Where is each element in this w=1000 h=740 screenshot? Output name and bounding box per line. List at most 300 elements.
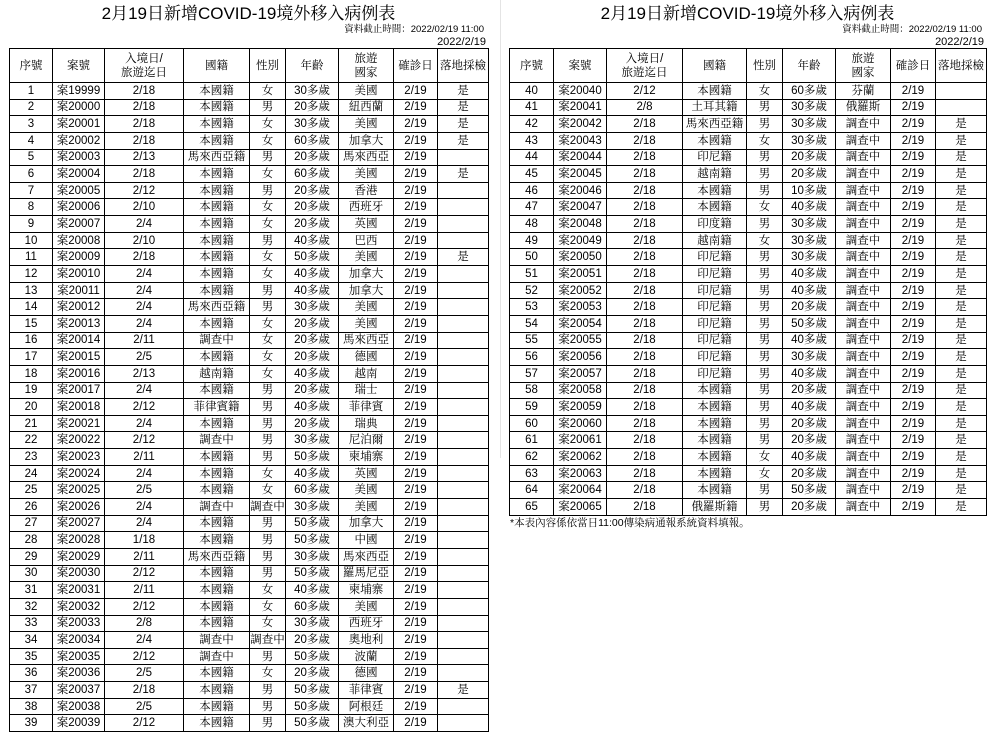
cell-sex: 男 — [250, 382, 286, 399]
cell-serial: 15 — [10, 315, 53, 332]
cell-airport-test — [438, 632, 489, 649]
cell-case-id: 案20036 — [53, 665, 105, 682]
cell-confirm-date: 2/19 — [394, 432, 438, 449]
cell-nationality: 本國籍 — [683, 182, 747, 199]
cell-entry-date: 2/12 — [607, 83, 683, 100]
cell-entry-date: 2/13 — [105, 365, 184, 382]
cell-entry-date: 2/18 — [607, 149, 683, 166]
column-header-nationality: 國籍 — [683, 49, 747, 83]
cell-sex: 男 — [250, 299, 286, 316]
cell-travel-country: 美國 — [339, 598, 394, 615]
cell-airport-test — [438, 449, 489, 466]
cell-serial: 40 — [510, 83, 554, 100]
table-row — [10, 332, 489, 349]
cell-entry-date: 2/12 — [105, 598, 184, 615]
cell-airport-test: 是 — [438, 116, 489, 133]
cell-travel-country: 調查中 — [836, 349, 891, 366]
cell-serial: 37 — [10, 682, 53, 699]
cell-airport-test: 是 — [936, 432, 987, 449]
cell-age: 30多歲 — [286, 83, 339, 100]
cell-age: 20多歲 — [783, 432, 836, 449]
table-row — [10, 432, 489, 449]
column-header-case-id: 案號 — [53, 49, 105, 83]
cell-age: 20多歲 — [286, 415, 339, 432]
cell-nationality: 本國籍 — [184, 482, 250, 499]
cell-serial: 7 — [10, 182, 53, 199]
cell-confirm-date: 2/19 — [891, 432, 936, 449]
cell-confirm-date: 2/19 — [394, 99, 438, 116]
table-row — [10, 382, 489, 399]
cell-serial: 14 — [10, 299, 53, 316]
cell-travel-country: 芬蘭 — [836, 83, 891, 100]
cell-sex: 女 — [250, 598, 286, 615]
cell-serial: 63 — [510, 465, 554, 482]
cell-age: 30多歲 — [783, 232, 836, 249]
cell-serial: 42 — [510, 116, 554, 133]
cell-sex: 男 — [250, 682, 286, 699]
cell-age: 50多歲 — [286, 715, 339, 732]
cell-case-id: 案20063 — [554, 465, 607, 482]
column-header-travel-country: 旅遊 國家 — [836, 49, 891, 83]
cell-confirm-date: 2/19 — [394, 598, 438, 615]
cell-travel-country: 加拿大 — [339, 266, 394, 283]
cell-nationality: 本國籍 — [184, 132, 250, 149]
cell-age: 40多歲 — [286, 365, 339, 382]
table-row — [510, 116, 987, 133]
cell-entry-date: 2/4 — [105, 282, 184, 299]
column-header-entry-date: 入境日/ 旅遊迄日 — [105, 49, 184, 83]
cell-age: 60多歲 — [783, 83, 836, 100]
cell-sex: 男 — [747, 315, 783, 332]
cell-nationality: 本國籍 — [184, 249, 250, 266]
cell-travel-country: 馬來西亞 — [339, 332, 394, 349]
cell-entry-date: 2/18 — [105, 99, 184, 116]
cell-age: 40多歲 — [783, 282, 836, 299]
cell-confirm-date: 2/19 — [394, 482, 438, 499]
cell-airport-test: 是 — [936, 166, 987, 183]
cell-nationality: 本國籍 — [184, 282, 250, 299]
cell-sex: 女 — [250, 349, 286, 366]
cell-age: 30多歲 — [783, 116, 836, 133]
cell-airport-test: 是 — [936, 332, 987, 349]
cell-entry-date: 2/5 — [105, 482, 184, 499]
cell-airport-test: 是 — [936, 282, 987, 299]
cell-entry-date: 2/18 — [607, 349, 683, 366]
cell-confirm-date: 2/19 — [891, 182, 936, 199]
cell-entry-date: 2/11 — [105, 449, 184, 466]
table-row — [510, 349, 987, 366]
cell-entry-date: 2/4 — [105, 382, 184, 399]
cell-airport-test — [438, 149, 489, 166]
cell-confirm-date: 2/19 — [891, 116, 936, 133]
cell-travel-country: 調查中 — [836, 216, 891, 233]
cell-age: 20多歲 — [783, 149, 836, 166]
cell-serial: 50 — [510, 249, 554, 266]
cell-confirm-date: 2/19 — [394, 382, 438, 399]
cell-age: 20多歲 — [783, 415, 836, 432]
cell-case-id: 案20054 — [554, 315, 607, 332]
cell-nationality: 本國籍 — [683, 83, 747, 100]
cell-confirm-date: 2/19 — [394, 615, 438, 632]
cell-serial: 18 — [10, 365, 53, 382]
cell-age: 40多歲 — [286, 465, 339, 482]
cell-serial: 24 — [10, 465, 53, 482]
cell-entry-date: 2/12 — [105, 648, 184, 665]
cell-serial: 31 — [10, 582, 53, 599]
cell-nationality: 本國籍 — [184, 116, 250, 133]
cell-airport-test — [936, 83, 987, 100]
cell-age: 20多歲 — [286, 382, 339, 399]
cell-sex: 女 — [747, 449, 783, 466]
cell-confirm-date: 2/19 — [891, 365, 936, 382]
cell-confirm-date: 2/19 — [891, 166, 936, 183]
cell-nationality: 印尼籍 — [683, 315, 747, 332]
cell-serial: 17 — [10, 349, 53, 366]
cell-confirm-date: 2/19 — [891, 349, 936, 366]
cell-sex: 男 — [747, 482, 783, 499]
table-row — [510, 83, 987, 100]
column-header-confirm-date: 確診日 — [394, 49, 438, 83]
cell-airport-test — [438, 216, 489, 233]
cell-airport-test — [438, 515, 489, 532]
table-row — [510, 182, 987, 199]
cell-nationality: 本國籍 — [184, 698, 250, 715]
cell-nationality: 本國籍 — [184, 315, 250, 332]
cell-confirm-date: 2/19 — [891, 399, 936, 416]
cell-serial: 33 — [10, 615, 53, 632]
report-date: 2022/2/19 — [437, 36, 486, 48]
cell-age: 40多歲 — [783, 449, 836, 466]
cell-case-id: 案20022 — [53, 432, 105, 449]
cell-nationality: 本國籍 — [184, 266, 250, 283]
cell-airport-test — [438, 465, 489, 482]
cell-nationality: 土耳其籍 — [683, 99, 747, 116]
cell-nationality: 本國籍 — [184, 465, 250, 482]
cell-travel-country: 羅馬尼亞 — [339, 565, 394, 582]
cell-case-id: 案20055 — [554, 332, 607, 349]
cell-serial: 47 — [510, 199, 554, 216]
cell-sex: 女 — [747, 232, 783, 249]
cell-case-id: 案20013 — [53, 315, 105, 332]
cell-travel-country: 阿根廷 — [339, 698, 394, 715]
cell-serial: 54 — [510, 315, 554, 332]
cell-age: 30多歲 — [286, 499, 339, 516]
cell-case-id: 案20011 — [53, 282, 105, 299]
table-row — [10, 682, 489, 699]
right-case-table — [509, 48, 987, 516]
cell-case-id: 案20046 — [554, 182, 607, 199]
table-row — [510, 482, 987, 499]
cell-confirm-date: 2/19 — [394, 449, 438, 466]
cell-serial: 28 — [10, 532, 53, 549]
cell-nationality: 本國籍 — [184, 565, 250, 582]
cell-confirm-date: 2/19 — [891, 482, 936, 499]
cell-case-id: 案20021 — [53, 415, 105, 432]
cell-entry-date: 2/4 — [105, 632, 184, 649]
cell-age: 50多歲 — [286, 249, 339, 266]
cell-confirm-date: 2/19 — [394, 282, 438, 299]
cell-travel-country: 巴西 — [339, 232, 394, 249]
cell-entry-date: 2/5 — [105, 349, 184, 366]
cell-entry-date: 2/5 — [105, 665, 184, 682]
column-header-age: 年齡 — [286, 49, 339, 83]
cell-airport-test — [438, 598, 489, 615]
cell-travel-country: 調查中 — [836, 499, 891, 516]
cell-airport-test: 是 — [936, 415, 987, 432]
cell-case-id: 案20058 — [554, 382, 607, 399]
cell-nationality: 本國籍 — [184, 515, 250, 532]
cell-confirm-date: 2/19 — [394, 149, 438, 166]
cell-entry-date: 2/4 — [105, 216, 184, 233]
cell-confirm-date: 2/19 — [394, 715, 438, 732]
cell-entry-date: 2/12 — [105, 565, 184, 582]
cell-entry-date: 2/4 — [105, 299, 184, 316]
cell-case-id: 案20010 — [53, 266, 105, 283]
cell-travel-country: 瑞士 — [339, 382, 394, 399]
cell-airport-test — [438, 349, 489, 366]
cell-nationality: 本國籍 — [184, 415, 250, 432]
cell-serial: 65 — [510, 499, 554, 516]
cell-case-id: 案20042 — [554, 116, 607, 133]
column-header-travel-country: 旅遊 國家 — [339, 49, 394, 83]
cell-travel-country: 美國 — [339, 299, 394, 316]
column-header-sex: 性別 — [250, 49, 286, 83]
cell-sex: 男 — [747, 266, 783, 283]
cell-serial: 36 — [10, 665, 53, 682]
cell-age: 20多歲 — [783, 499, 836, 516]
cell-confirm-date: 2/19 — [394, 415, 438, 432]
cell-airport-test — [438, 548, 489, 565]
cell-serial: 26 — [10, 499, 53, 516]
cell-entry-date: 2/5 — [105, 698, 184, 715]
cell-entry-date: 2/18 — [105, 166, 184, 183]
cell-case-id: 案20044 — [554, 149, 607, 166]
cell-sex: 女 — [250, 365, 286, 382]
cell-case-id: 案20009 — [53, 249, 105, 266]
cell-airport-test: 是 — [936, 116, 987, 133]
cell-travel-country: 加拿大 — [339, 132, 394, 149]
cell-nationality: 本國籍 — [683, 415, 747, 432]
cell-travel-country: 調查中 — [836, 315, 891, 332]
table-row — [510, 132, 987, 149]
cell-nationality: 本國籍 — [683, 382, 747, 399]
cell-travel-country: 美國 — [339, 499, 394, 516]
page-divider — [500, 0, 501, 458]
cell-nationality: 本國籍 — [184, 532, 250, 549]
cell-confirm-date: 2/19 — [891, 132, 936, 149]
cell-sex: 男 — [250, 648, 286, 665]
cell-age: 20多歲 — [286, 182, 339, 199]
column-header-sex: 性別 — [747, 49, 783, 83]
cell-confirm-date: 2/19 — [394, 515, 438, 532]
cell-serial: 2 — [10, 99, 53, 116]
cell-sex: 男 — [250, 149, 286, 166]
cell-confirm-date: 2/19 — [394, 698, 438, 715]
table-row — [10, 349, 489, 366]
cell-sex: 男 — [747, 415, 783, 432]
cell-sex: 男 — [250, 515, 286, 532]
cell-serial: 48 — [510, 216, 554, 233]
table-row — [510, 365, 987, 382]
cell-travel-country: 調查中 — [836, 465, 891, 482]
cell-serial: 12 — [10, 266, 53, 283]
cell-sex: 男 — [747, 365, 783, 382]
cell-age: 40多歲 — [783, 399, 836, 416]
cell-age: 60多歲 — [286, 132, 339, 149]
cell-confirm-date: 2/19 — [394, 116, 438, 133]
cell-airport-test: 是 — [936, 232, 987, 249]
cell-entry-date: 2/18 — [607, 216, 683, 233]
table-row — [510, 432, 987, 449]
cell-sex: 女 — [250, 83, 286, 100]
cell-confirm-date: 2/19 — [394, 582, 438, 599]
cell-airport-test — [438, 532, 489, 549]
cell-airport-test — [438, 299, 489, 316]
column-header-age: 年齡 — [783, 49, 836, 83]
table-row — [10, 548, 489, 565]
cell-airport-test: 是 — [936, 249, 987, 266]
cell-serial: 3 — [10, 116, 53, 133]
cell-nationality: 本國籍 — [184, 83, 250, 100]
cell-serial: 23 — [10, 449, 53, 466]
cell-entry-date: 1/18 — [105, 532, 184, 549]
cell-travel-country: 菲律賓 — [339, 682, 394, 699]
right-table-body — [510, 83, 987, 516]
cell-airport-test: 是 — [438, 682, 489, 699]
cell-serial: 49 — [510, 232, 554, 249]
cell-case-id: 案20047 — [554, 199, 607, 216]
cell-entry-date: 2/18 — [607, 432, 683, 449]
cell-airport-test — [438, 315, 489, 332]
cell-serial: 60 — [510, 415, 554, 432]
cell-airport-test: 是 — [936, 449, 987, 466]
cell-sex: 男 — [747, 282, 783, 299]
column-header-serial: 序號 — [10, 49, 53, 83]
cell-nationality: 本國籍 — [683, 482, 747, 499]
cell-travel-country: 調查中 — [836, 249, 891, 266]
cell-airport-test: 是 — [438, 166, 489, 183]
cell-sex: 男 — [747, 332, 783, 349]
cell-nationality: 本國籍 — [683, 132, 747, 149]
cell-travel-country: 西班牙 — [339, 199, 394, 216]
cell-entry-date: 2/4 — [105, 266, 184, 283]
cell-sex: 男 — [250, 565, 286, 582]
cell-sex: 女 — [250, 249, 286, 266]
cell-serial: 21 — [10, 415, 53, 432]
cell-travel-country: 俄羅斯 — [836, 99, 891, 116]
cell-nationality: 本國籍 — [184, 99, 250, 116]
cell-serial: 39 — [10, 715, 53, 732]
cell-confirm-date: 2/19 — [394, 565, 438, 582]
table-row — [10, 715, 489, 732]
table-row — [10, 415, 489, 432]
cell-age: 20多歲 — [286, 149, 339, 166]
table-row — [10, 315, 489, 332]
table-row — [10, 598, 489, 615]
cell-sex: 男 — [747, 116, 783, 133]
cell-entry-date: 2/4 — [105, 499, 184, 516]
cell-travel-country: 調查中 — [836, 482, 891, 499]
table-row — [510, 282, 987, 299]
cell-travel-country: 中國 — [339, 532, 394, 549]
cell-airport-test: 是 — [936, 482, 987, 499]
cell-case-id: 案20008 — [53, 232, 105, 249]
left-sheet — [9, 0, 488, 740]
cell-sex: 男 — [250, 449, 286, 466]
footnote: *本表內容係依當日11:00傳染病通報系統資料填報。 — [510, 517, 750, 529]
cell-sex: 女 — [250, 132, 286, 149]
cell-confirm-date: 2/19 — [394, 532, 438, 549]
cell-serial: 55 — [510, 332, 554, 349]
cell-sex: 男 — [250, 698, 286, 715]
cell-airport-test: 是 — [438, 132, 489, 149]
cell-nationality: 印尼籍 — [683, 266, 747, 283]
report-date: 2022/2/19 — [935, 36, 984, 48]
cell-airport-test — [438, 199, 489, 216]
cell-serial: 1 — [10, 83, 53, 100]
cell-sex: 男 — [250, 532, 286, 549]
cell-sex: 男 — [250, 399, 286, 416]
cell-airport-test: 是 — [438, 249, 489, 266]
cell-travel-country: 奧地利 — [339, 632, 394, 649]
table-row — [10, 99, 489, 116]
cell-serial: 9 — [10, 216, 53, 233]
cell-airport-test — [438, 382, 489, 399]
cell-confirm-date: 2/19 — [394, 548, 438, 565]
cell-age: 40多歲 — [783, 365, 836, 382]
cell-confirm-date: 2/19 — [891, 465, 936, 482]
cell-case-id: 案20028 — [53, 532, 105, 549]
cell-travel-country: 紐西蘭 — [339, 99, 394, 116]
cell-case-id: 案20012 — [53, 299, 105, 316]
cell-confirm-date: 2/19 — [394, 199, 438, 216]
cell-age: 20多歲 — [286, 632, 339, 649]
cell-airport-test — [438, 282, 489, 299]
cell-sex: 女 — [747, 465, 783, 482]
cell-airport-test — [438, 582, 489, 599]
cell-travel-country: 越南 — [339, 365, 394, 382]
cell-travel-country: 馬來西亞 — [339, 149, 394, 166]
cell-age: 60多歲 — [286, 482, 339, 499]
table-row — [510, 315, 987, 332]
table-row — [510, 199, 987, 216]
cell-case-id: 案20018 — [53, 399, 105, 416]
cell-confirm-date: 2/19 — [394, 648, 438, 665]
cell-travel-country: 調查中 — [836, 449, 891, 466]
cell-case-id: 案20025 — [53, 482, 105, 499]
cell-entry-date: 2/18 — [607, 449, 683, 466]
cell-age: 30多歲 — [783, 99, 836, 116]
cell-confirm-date: 2/19 — [394, 83, 438, 100]
cell-age: 50多歲 — [286, 515, 339, 532]
cell-age: 40多歲 — [286, 232, 339, 249]
cell-sex: 男 — [250, 282, 286, 299]
cell-confirm-date: 2/19 — [394, 216, 438, 233]
cell-sex: 男 — [747, 349, 783, 366]
cell-nationality: 印尼籍 — [683, 149, 747, 166]
cell-case-id: 案20053 — [554, 299, 607, 316]
cell-age: 30多歲 — [286, 615, 339, 632]
cell-entry-date: 2/13 — [105, 149, 184, 166]
cell-travel-country: 澳大利亞 — [339, 715, 394, 732]
table-row — [510, 216, 987, 233]
cell-age: 50多歲 — [286, 449, 339, 466]
cell-serial: 56 — [510, 349, 554, 366]
cell-nationality: 越南籍 — [683, 166, 747, 183]
table-row — [10, 365, 489, 382]
cell-serial: 16 — [10, 332, 53, 349]
table-row — [10, 515, 489, 532]
